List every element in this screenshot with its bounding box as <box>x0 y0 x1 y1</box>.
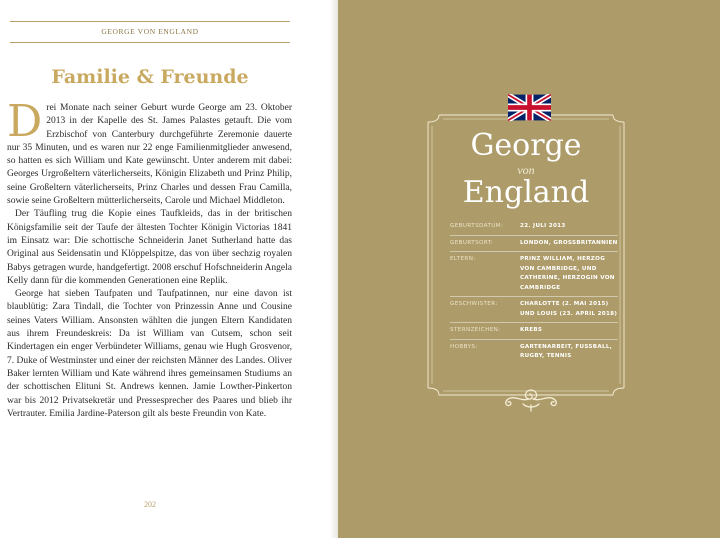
chapter-title: Familie & Freunde <box>51 66 249 88</box>
fact-value: PRINZ WILLIAM, HERZOG VON CAMBRIDGE, UND CATHERINE, HERZOGIN VON CAMBRIDGE <box>520 256 615 291</box>
fact-value: 22. JULI 2013 <box>520 223 566 229</box>
paragraph: Der Täufling trug die Kopie eines Taufkleids, das in der britischen Königsfamilie seit der Taufe der ältesten Tochter Königin Victorias 1841 im Einsatz war: Die schottische Schneiderin Janet Sutherland hatte das Original aus Seidensatin und Klöppelspitze, das von über sechzig royalen Babys getragen wurde, handgefertigt. 2008 erschuf Hofschneiderin Angela Kelly dann für die kommenden Generationen eine Replik. <box>7 209 292 286</box>
fact-row-birthplace <box>450 236 618 253</box>
paragraph <box>7 96 292 208</box>
scroll-ornament-icon <box>501 386 561 414</box>
gutter-shadow <box>330 0 338 538</box>
fact-label: STERNZEICHEN: <box>450 327 501 333</box>
fact-value: GARTENARBEIT, FUSSBALL, RUGBY, TENNIS <box>520 343 613 359</box>
fact-label: HOBBYS: <box>450 343 478 350</box>
header-rule-bottom <box>10 42 290 43</box>
fact-value: KREBS <box>520 327 543 333</box>
page-number: 202 <box>144 500 156 509</box>
fact-table <box>450 219 618 365</box>
fact-label: GEBURTSORT: <box>450 239 494 246</box>
paragraph-text: rei Monate nach seiner Geburt wurde George am 23. Oktober 2013 in der Kapelle des St. James Palastes getauft. Die vom Erzbischof von Canterbury durchgeführte Zeremonie dauerte nur 35 Minuten, und es waren nur 22 enge Familienmitglieder anwesend, so hatten es sich William und Kate gewünscht. Unter anderem mit dabei: Georges Urgroßeltern väterlicherseits, Königin Elizabeth und Prinz Philip, seine Großeltern väterlicherseits, Prinz Charles und dessen Frau Camilla, sowie seine Großeltern mütterlicherseits, Carole und Michael Middleton. <box>7 103 292 207</box>
fact-row-birthdate <box>450 219 618 236</box>
body-text <box>7 96 292 421</box>
fact-row-siblings <box>450 297 618 323</box>
fact-label: ELTERN: <box>450 256 476 262</box>
drop-cap: D <box>7 96 43 147</box>
fact-row-parents <box>450 252 618 297</box>
title-last-name: England <box>462 175 590 210</box>
running-header: GEORGE VON ENGLAND <box>101 27 199 36</box>
title-connector: von <box>517 163 535 177</box>
header-rule-top <box>10 21 290 22</box>
fact-label: GEBURTSDATUM: <box>450 223 504 229</box>
fact-value: CHARLOTTE (2. MAI 2015) UND LOUIS (23. APRIL 2018) <box>520 301 618 317</box>
fact-row-hobbies <box>450 340 618 365</box>
title-first-name: George <box>470 128 582 163</box>
fact-value: LONDON, GROSSBRITANNIEN <box>520 239 618 246</box>
left-page <box>0 0 338 538</box>
right-page <box>338 0 720 538</box>
union-jack-flag-icon <box>508 94 551 121</box>
fact-row-zodiac <box>450 323 618 340</box>
paragraph: George hat sieben Taufpaten und Taufpatinnen, nur eine davon ist blaublütig: Zara Tindall, die Tochter von Prinzessin Anne und Cousine seines Vaters William. Ansonsten wählten die jungen Eltern Kandidaten aus ihrem Freundeskreis: Da ist William van Cutsem, schon seit Kindertagen ein enger Verbündeter Williams, genau wie Hugh Grosvenor, 7. Duke of Westminster und einer der reichsten Männer des Landes. Oliver Baker lernten William und Kate während ihres gemeinsamen Studiums an der schottischen Elituni St. Andrews kennen. Jamie Lowther-Pinkerton war bis 2012 Privatsekretär und Pressesprecher des Paares und blieb ihr Vertrauter. Emilia Jardine-Paterson gilt als beste Freundin von Kate. <box>7 289 292 419</box>
fact-label: GESCHWISTER: <box>450 301 498 307</box>
